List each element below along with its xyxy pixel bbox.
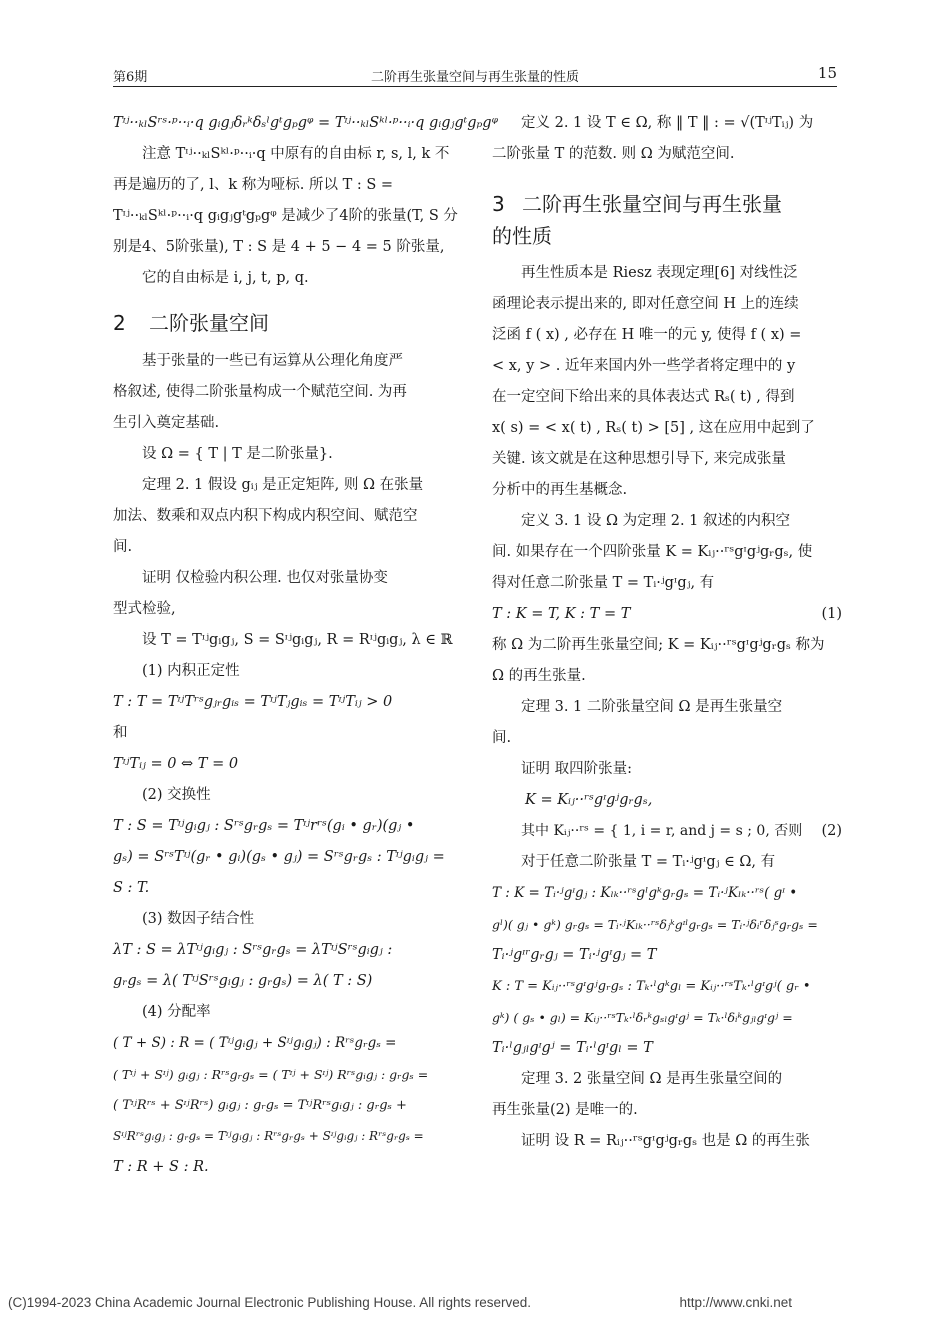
proof-line: 证明 取四阶张量: xyxy=(521,761,632,777)
note-line: 它的自由标是 i, j, t, p, q. xyxy=(142,270,309,286)
definition-3-1: 称 Ω 为二阶再生张量空间; K = Kᵢⱼ··ʳˢgᶦgʲgᵣgₛ 称为 xyxy=(492,637,825,653)
note-line: Tᶦʲ··ₖₗSᵏˡ·ᵖ··ᵢ·q gᵢgⱼgᵗgₚgᵠ 是减少了4阶的张量(T, S 分 xyxy=(113,208,458,224)
definition-2-1: 二阶张量 T 的范数. 则 Ω 为赋范空间. xyxy=(492,146,735,162)
equation: gᵣgₛ = λ( TᶦʲSʳˢgᵢgⱼ : gᵣgₛ) = λ( T : S) xyxy=(113,973,373,989)
paragraph-line: x( s) = < x( t) , Rₛ( t) > [5] , 这在应用中起到了 xyxy=(492,420,815,436)
paragraph-line: 再生性质本是 Riesz 表现定理[6] 对线性泛 xyxy=(521,265,798,281)
section-title: 二阶张量空间 xyxy=(149,311,269,335)
issue-label: 第6期 xyxy=(113,70,148,85)
section-number: 3 xyxy=(492,192,505,216)
equation: ( TᶦʲRʳˢ + SᶦʲRʳˢ) gᵢgⱼ : gᵣgₛ = TᶦʲRʳˢgᵢgⱼ : gᵣgₛ + xyxy=(113,1098,407,1113)
definition-3-1: 得对任意二阶张量 T = Tᵢ·ʲgᶦgⱼ, 有 xyxy=(492,575,715,591)
item-label: (1) 内积正定性 xyxy=(142,663,240,679)
equation-number: (1) xyxy=(821,606,842,622)
equation: gᵏ) ( gₛ • gₗ) = Kᵢⱼ··ʳˢTₖ·ˡδᵣᵏgₛₗgᶦgʲ = Tₖ·ˡδᵢᵏgⱼₗgᶦgʲ = xyxy=(492,1010,793,1025)
running-header xyxy=(113,60,837,87)
proof-line: 对于任意二阶张量 T = Tᵢ·ʲgᶦgⱼ ∈ Ω, 有 xyxy=(521,854,776,870)
equation: T : S = Tᶦʲgᵢgⱼ : Sʳˢgᵣgₛ = Tᶦʲrʳˢ(gᵢ • gᵣ)(gⱼ • xyxy=(113,818,415,834)
proof-line: 型式检验, xyxy=(113,601,176,617)
equation: TᶦʲTᵢⱼ = 0 ⇔ T = 0 xyxy=(113,756,239,772)
equation: ( T + S) : R = ( Tᶦʲgᵢgⱼ + Sᶦʲgᵢgⱼ) : Rʳˢgᵣgₛ = xyxy=(113,1035,397,1051)
section-2-heading xyxy=(113,306,463,340)
equation: gₛ) = SʳˢTᶦʲ(gᵣ • gᵢ)(gₛ • gⱼ) = Sʳˢgᵣgₛ : Tᶦʲgᵢgⱼ = xyxy=(113,849,445,865)
paragraph-line: 基于张量的一些已有运算从公理化角度严 xyxy=(142,353,403,369)
theorem-2-1: 加法、数乘和双点内积下构成内积空间、赋范空 xyxy=(113,508,418,524)
theorem-2-1: 间. xyxy=(113,539,133,555)
definition-2-1: 定义 2. 1 设 T ∈ Ω, 称 ‖ T ‖ : = √(TᶦʲTᵢⱼ) 为 xyxy=(521,115,814,131)
left-column xyxy=(113,108,498,1183)
theorem-2-1: 定理 2. 1 假设 gᵢⱼ 是正定矩阵, 则 Ω 在张量 xyxy=(142,477,424,493)
paragraph-line: 格叙述, 使得二阶张量构成一个赋范空间. 为再 xyxy=(113,384,407,400)
equation: S : T. xyxy=(113,880,150,896)
equation: T : T = TᶦʲTʳˢgⱼᵣgᵢₛ = TᶦʲTⱼgᵢₛ = TᶦʲTᵢⱼ > 0 xyxy=(113,694,393,710)
equation: gˡ)( gⱼ • gᵏ) gᵣgₛ = Tᵢ·ʲKₗₖ··ʳˢδⱼᵏgᶦˡgᵣgₛ = Tᵢ·ʲδᵢʳδⱼˢgᵣgₛ = xyxy=(492,917,818,932)
right-column xyxy=(492,108,842,1157)
page-number: 15 xyxy=(817,64,837,82)
section-title: 二阶再生张量空间与再生张量 xyxy=(522,192,782,216)
definition-3-1: 定义 3. 1 设 Ω 为定理 2. 1 叙述的内积空 xyxy=(521,513,791,529)
paragraph-line: 在一定空间下给出来的具体表达式 Rₛ( t) , 得到 xyxy=(492,389,795,405)
paragraph-line: < x, y > . 近年来国内外一些学者将定理中的 y xyxy=(492,358,796,374)
copyright-notice: (C)1994-2023 China Academic Journal Electronic Publishing House. All rights reserved. xyxy=(8,1295,532,1310)
equation-number: (2) xyxy=(821,823,842,839)
theorem-3-2: 定理 3. 2 张量空间 Ω 是再生张量空间的 xyxy=(521,1071,783,1087)
paragraph-line: 生引入奠定基础. xyxy=(113,415,220,431)
equation-1-row xyxy=(492,599,842,630)
equation-2: 其中 Kᵢⱼ··ʳˢ = { 1, i = r, and j = s ; 0, 否则 xyxy=(521,823,803,839)
theorem-3-1: 定理 3. 1 二阶张量空间 Ω 是再生张量空 xyxy=(521,699,783,715)
theorem-3-1: 间. xyxy=(492,730,512,746)
note-line: 再是遍历的了, l、k 称为哑标. 所以 T : S = xyxy=(113,177,394,193)
equation-1: T : K = T, K : T = T xyxy=(492,606,631,622)
omega-definition: 设 Ω = { T | T 是二阶张量}. xyxy=(142,446,333,462)
running-title: 二阶再生张量空间与再生张量的性质 xyxy=(370,70,579,85)
equation: T : K = Tᵢ·ʲgᶦgⱼ : Kₗₖ··ʳˢgˡgᵏgᵣgₛ = Tᵢ·ʲKₗₖ··ʳˢ( gᶦ • xyxy=(492,885,798,901)
equation: ( Tᶦʲ + Sᶦʲ) gᵢgⱼ : Rʳˢgᵣgₛ = ( Tᶦʲ + Sᶦʲ) Rʳˢgᵢgⱼ : gᵣgₛ = xyxy=(113,1067,429,1082)
equation: SᶦʲRʳˢgᵢgⱼ : gᵣgₛ = Tᶦʲgᵢgⱼ : Rʳˢgᵣgₛ + Sᶦʲgᵢgⱼ : Rʳˢgᵣgₛ = xyxy=(113,1129,424,1143)
definition-3-1: 间. 如果存在一个四阶张量 K = Kᵢⱼ··ʳˢgᶦgʲgᵣgₛ, 使 xyxy=(492,544,813,560)
item-label: (3) 数因子结合性 xyxy=(142,911,255,927)
section-title-cont: 的性质 xyxy=(492,224,552,248)
proof-line: 证明 设 R = Rᵢⱼ··ʳˢgᶦgʲgᵣgₛ 也是 Ω 的再生张 xyxy=(521,1133,810,1149)
section-3-heading xyxy=(492,188,842,252)
equation-2-row xyxy=(492,816,842,847)
equation: T : R + S : R. xyxy=(113,1159,209,1175)
theorem-3-2: 再生张量(2) 是唯一的. xyxy=(492,1102,638,1118)
paragraph-line: 分析中的再生基概念. xyxy=(492,482,628,498)
item-label: (4) 分配率 xyxy=(142,1004,211,1020)
item-label: (2) 交换性 xyxy=(142,787,211,803)
paragraph-line: 函理论表示提出来的, 即对任意空间 H 上的连续 xyxy=(492,296,799,312)
equation: K = Kᵢⱼ··ʳˢgᶦgʲgᵣgₛ, xyxy=(525,792,653,808)
paragraph-line: 泛函 f ( x) , 必存在 H 唯一的元 y, 使得 f ( x) = xyxy=(492,327,802,343)
equation: λT : S = λTᶦʲgᵢgⱼ : Sʳˢgᵣgₛ = λTᶦʲSʳˢgᵢgⱼ : xyxy=(113,942,393,958)
equation: Tᵢ·ʲgᶦʳgᵣgⱼ = Tᵢ·ʲgᶦgⱼ = T xyxy=(492,947,657,963)
equation-top: Tᶦʲ··ₖₗSʳˢ·ᵖ··ᵢ·q gᵢgⱼδᵣᵏδₛˡgᵗgₚgᵠ = Tᶦʲ··ₖₗSᵏˡ·ᵖ··ᵢ·q gᵢgⱼgᵗgₚgᵠ xyxy=(113,115,498,131)
equation: K : T = Kᵢⱼ··ʳˢgᶦgʲgᵣgₛ : Tₖ·ˡgᵏgₗ = Kᵢⱼ··ʳˢTₖ·ˡgᶦgʲ( gᵣ • xyxy=(492,979,811,994)
definition-3-1: Ω 的再生张量. xyxy=(492,668,586,684)
note-line: 注意 Tᶦʲ··ₖₗSᵏˡ·ᵖ··ᵢ·q 中原有的自由标 r, s, l, k 不 xyxy=(142,146,450,162)
and-text: 和 xyxy=(113,725,128,741)
tensor-set: 设 T = Tᶦʲgᵢgⱼ, S = Sᶦʲgᵢgⱼ, R = Rᶦʲgᵢgⱼ, λ ∈ ℝ xyxy=(142,632,453,648)
equation: Tᵢ·ˡgⱼₗgᶦgʲ = Tᵢ·ˡgᶦgₗ = T xyxy=(492,1040,653,1056)
cnki-link[interactable]: http://www.cnki.net xyxy=(679,1295,792,1310)
paragraph-line: 关键. 该文就是在这种思想引导下, 来完成张量 xyxy=(492,451,786,467)
note-line: 别是4、5阶张量), T : S 是 4 + 5 − 4 = 5 阶张量, xyxy=(113,239,445,255)
section-number: 2 xyxy=(113,311,126,335)
proof-line: 证明 仅检验内积公理. 也仅对张量协变 xyxy=(142,570,388,586)
